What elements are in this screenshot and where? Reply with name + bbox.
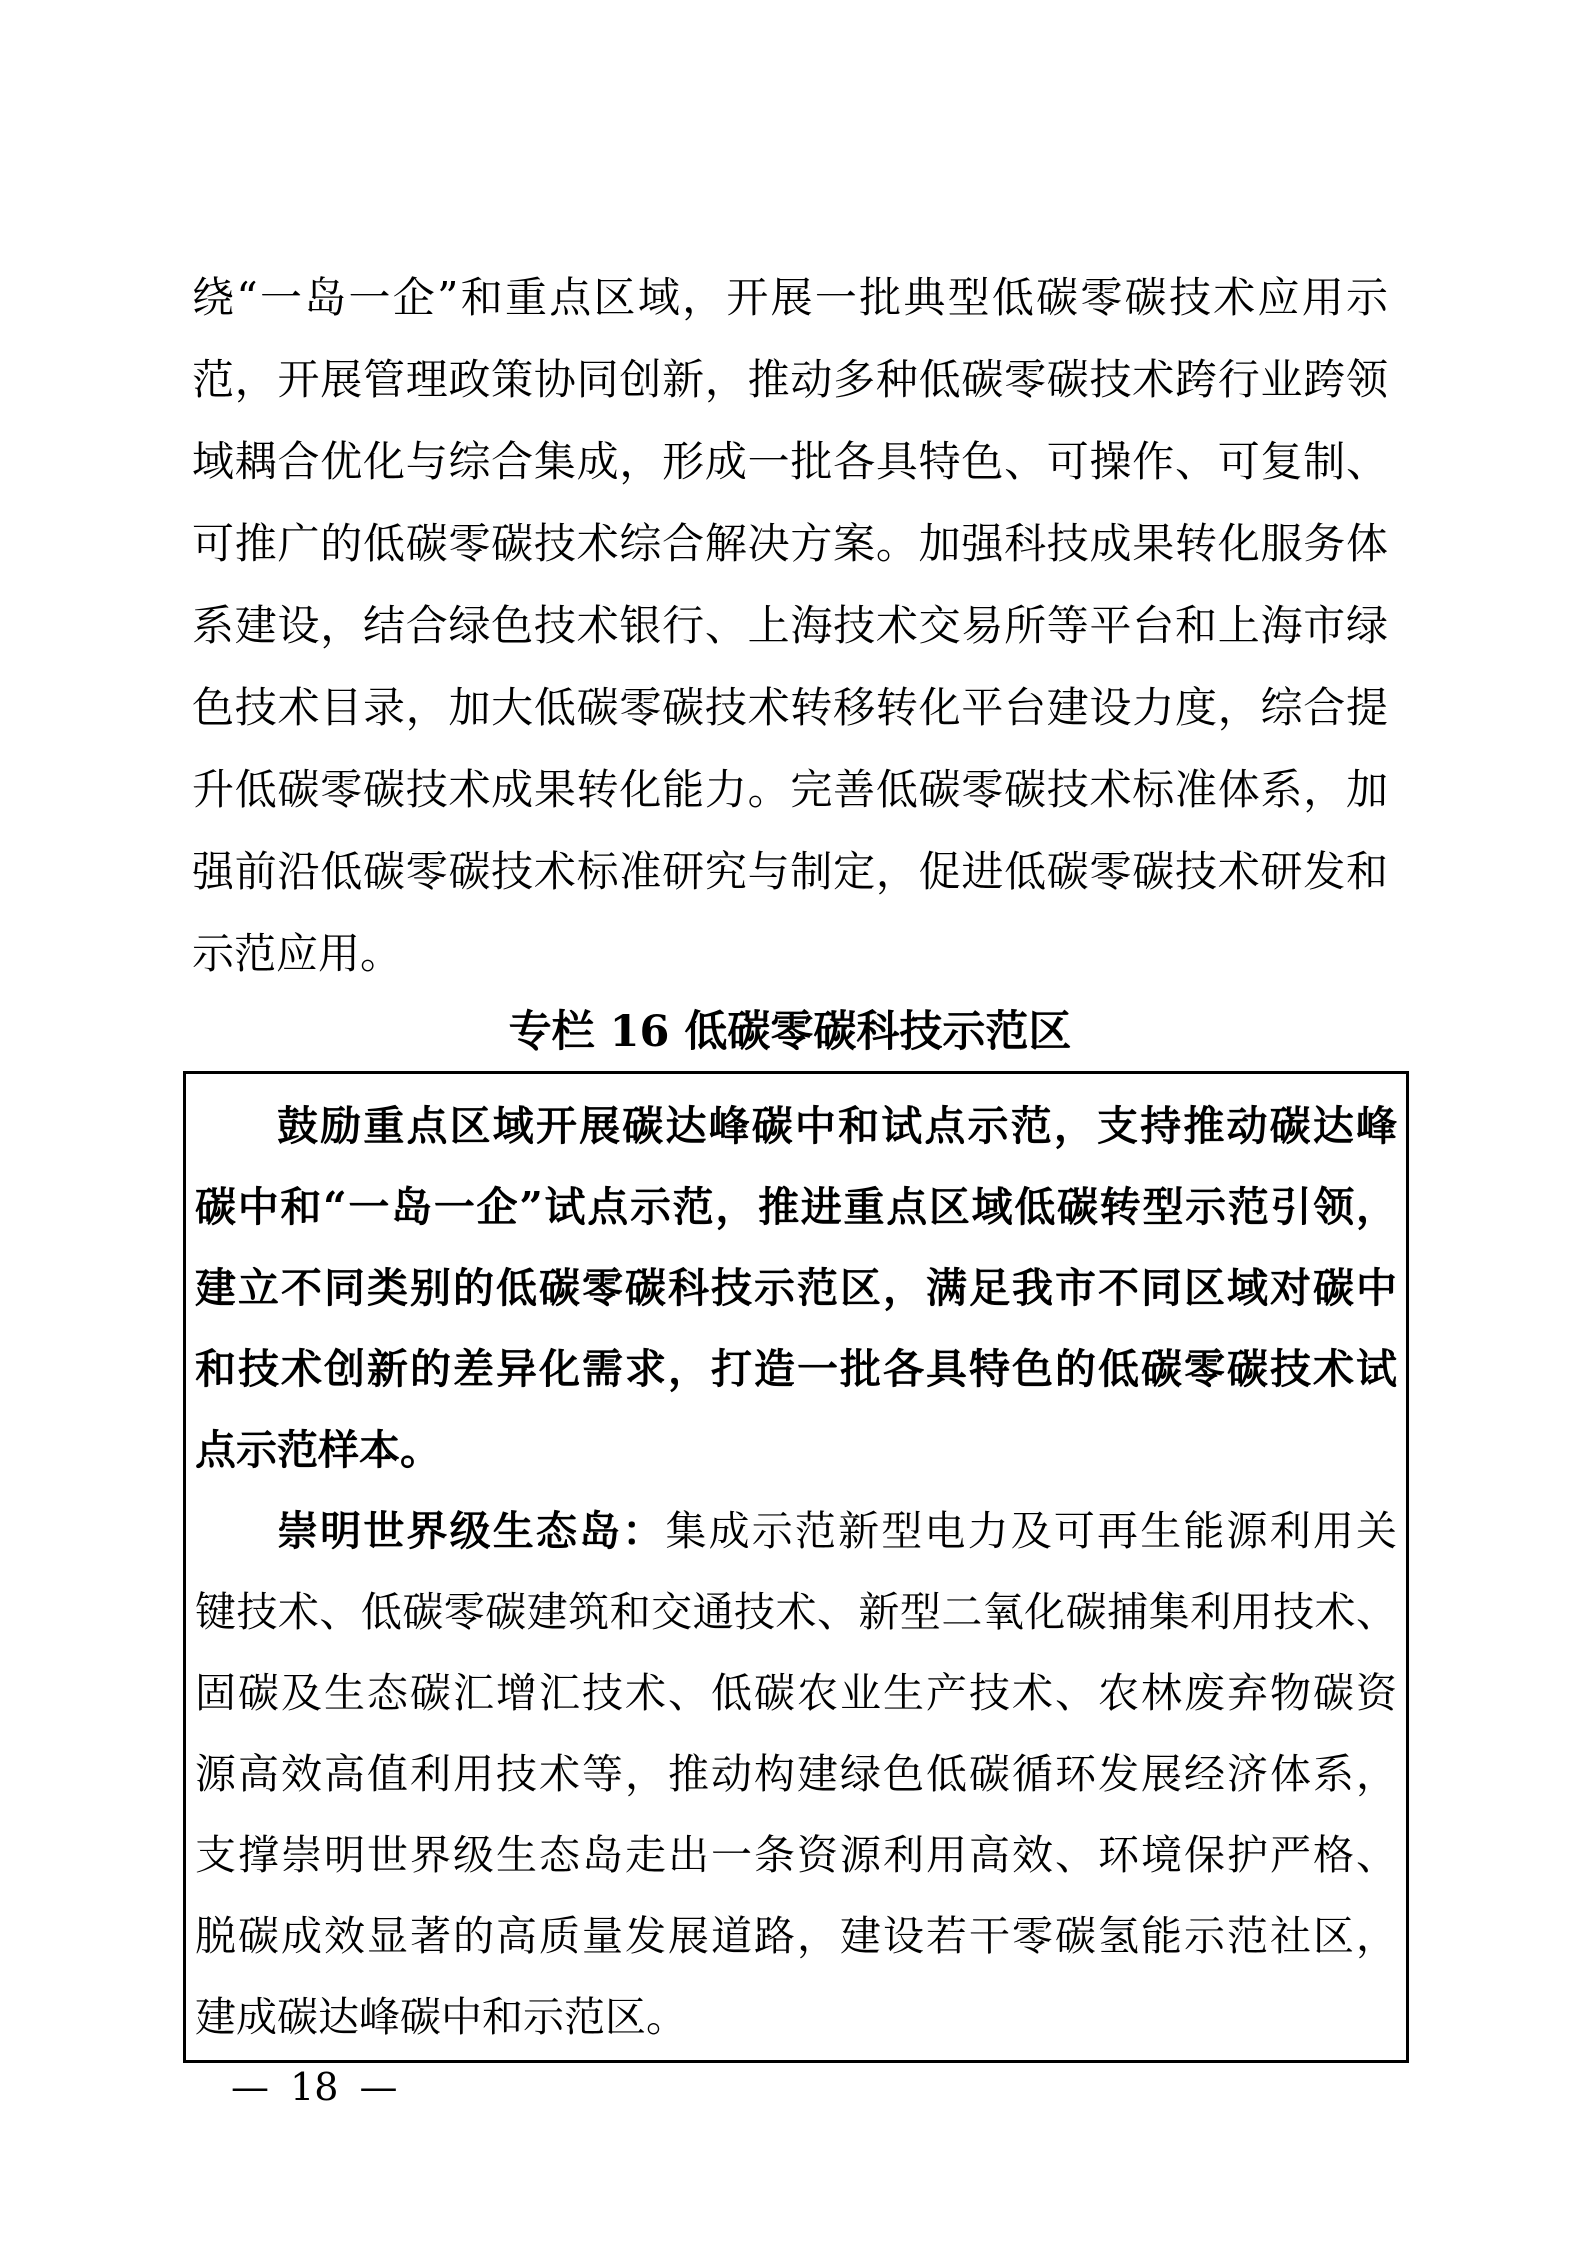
body-paragraph xyxy=(192,257,1388,995)
text-line: 点示范样本。 xyxy=(195,1426,441,1474)
box-paragraph-2-rest xyxy=(195,1572,1397,2058)
box-paragraph-1 xyxy=(195,1086,1397,1491)
text-line: 固碳及生态碳汇增汇技术、低碳农业生产技术、农林废弃物碳资 xyxy=(195,1669,1397,1717)
text-line: 支撑崇明世界级生态岛走出一条资源利用高效、环境保护严格、 xyxy=(195,1831,1397,1879)
text-line: 绕“一岛一企”和重点区域，开展一批典型低碳零碳技术应用示 xyxy=(192,273,1388,322)
text-line: 域耦合优化与综合集成，形成一批各具特色、可操作、可复制、 xyxy=(192,437,1388,486)
text-line: 脱碳成效显著的高质量发展道路，建设若干零碳氢能示范社区， xyxy=(195,1912,1397,1960)
text-line: 碳中和“一岛一企”试点示范，推进重点区域低碳转型示范引领， xyxy=(195,1183,1397,1231)
text-line: 可推广的低碳零碳技术综合解决方案。加强科技成果转化服务体 xyxy=(192,519,1388,568)
text-line: 鼓励重点区域开展碳达峰碳中和试点示范，支持推动碳达峰 xyxy=(277,1102,1397,1150)
text-line: 强前沿低碳零碳技术标准研究与制定，促进低碳零碳技术研发和 xyxy=(192,847,1388,896)
text-line: 键技术、低碳零碳建筑和交通技术、新型二氧化碳捕集利用技术、 xyxy=(195,1588,1397,1636)
text-line: 色技术目录，加大低碳零碳技术转移转化平台建设力度，综合提 xyxy=(192,683,1388,732)
text-line xyxy=(195,1491,1397,1572)
text-line: 升低碳零碳技术成果转化能力。完善低碳零碳技术标准体系，加 xyxy=(192,765,1388,814)
text-line: 源高效高值利用技术等，推动构建绿色低碳循环发展经济体系， xyxy=(195,1750,1397,1798)
paragraph-first-line-text: 集成示范新型电力及可再生能源利用关 xyxy=(665,1507,1398,1555)
text-line: 范，开展管理政策协同创新，推动多种低碳零碳技术跨行业跨领 xyxy=(192,355,1388,404)
paragraph-label: 崇明世界级生态岛： xyxy=(277,1507,666,1555)
box-title: 专栏 16 低碳零碳科技示范区 xyxy=(508,1007,1072,1057)
text-line: 建成碳达峰碳中和示范区。 xyxy=(195,1993,687,2041)
text-line: 建立不同类别的低碳零碳科技示范区，满足我市不同区域对碳中 xyxy=(195,1264,1397,1312)
page-number: — 18 — xyxy=(231,2065,398,2109)
text-line: 示范应用。 xyxy=(192,929,403,978)
column-16-box xyxy=(183,1071,1409,2063)
box-paragraph-2 xyxy=(195,1491,1397,2058)
text-line: 和技术创新的差异化需求，打造一批各具特色的低碳零碳技术试 xyxy=(195,1345,1397,1393)
text-line: 系建设，结合绿色技术银行、上海技术交易所等平台和上海市绿 xyxy=(192,601,1388,650)
